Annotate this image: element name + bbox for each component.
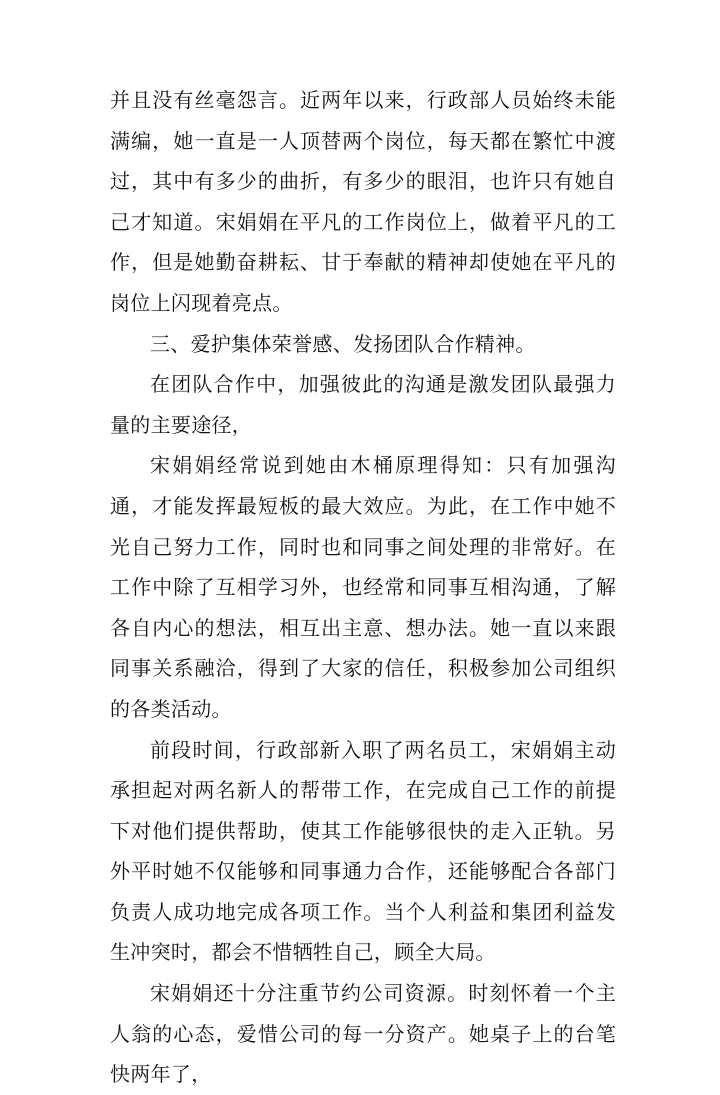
document-body bbox=[110, 80, 616, 1095]
paragraph-4: 前段时间，行政部新入职了两名员工，宋娟娟主动承担起对两名新人的帮带工作，在完成自己工作的前提下对他们提供帮助，使其工作能够很快的走入正轨。另外平时她不仅能够和同事通力合作，还能够配合各部门负责人成功地完成各项工作。当个人利益和集团利益发生冲突时，都会不惜牺牲自己，顾全大局。 bbox=[110, 737, 616, 965]
section-heading-3: 三、爱护集体荣誉感、发扬团队合作精神。 bbox=[150, 331, 536, 356]
paragraph-1: 并且没有丝毫怨言。近两年以来，行政部人员始终未能满编，她一直是一人顶替两个岗位，每天都在繁忙中渡过，其中有多少的曲折，有多少的眼泪，也许只有她自己才知道。宋娟娟在平凡的工作岗位上，做着平凡的工作，但是她勤奋耕耘、甘于奉献的精神却使她在平凡的岗位上闪现着亮点。 bbox=[110, 88, 616, 315]
paragraph-5: 宋娟娟还十分注重节约公司资源。时刻怀着一个主人翁的心态，爱惜公司的每一分资产。她桌子上的台笔快两年了， bbox=[110, 981, 616, 1087]
paragraph-3: 宋娟娟经常说到她由木桶原理得知：只有加强沟通，才能发挥最短板的最大效应。为此，在工作中她不光自己努力工作，同时也和同事之间处理的非常好。在工作中除了互相学习外，也经常和同事互相沟通，了解各自内心的想法，相互出主意、想办法。她一直以来跟同事关系融洽，得到了大家的信任，积极参加公司组织的各类活动。 bbox=[110, 453, 616, 721]
paragraph-2: 在团队合作中，加强彼此的沟通是激发团队最强力量的主要途径， bbox=[110, 372, 616, 437]
